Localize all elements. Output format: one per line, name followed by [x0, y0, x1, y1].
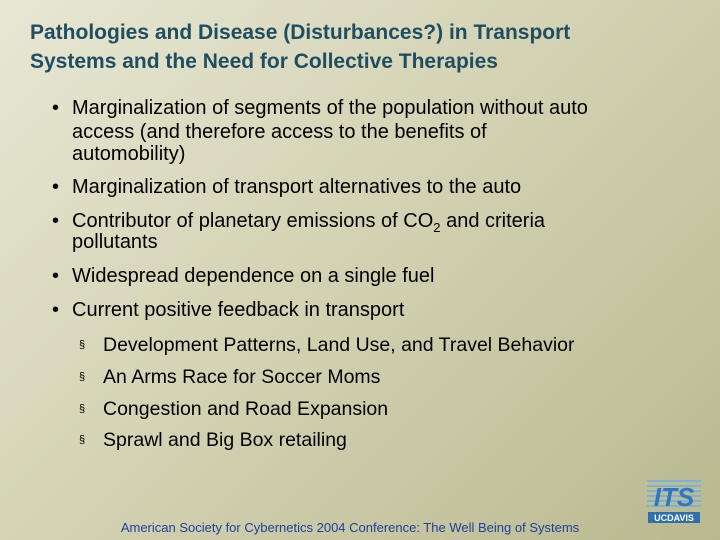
bullet-1-line-2: access (and therefore access to the benefits of [72, 121, 487, 143]
subbullet-1: Development Patterns, Land Use, and Travel Behavior [103, 334, 575, 356]
subbullet-2: An Arms Race for Soccer Moms [103, 366, 381, 388]
subbullet-4: Sprawl and Big Box retailing [103, 429, 347, 451]
subbullet-3: Congestion and Road Expansion [103, 398, 389, 420]
bullet-marker: • [52, 176, 60, 198]
bullet-5-text: Current positive feedback in transport [72, 299, 405, 321]
subbullet-marker: § [79, 371, 86, 383]
bullet-1-line-1: Marginalization of segments of the population without auto [72, 97, 588, 119]
title-line-1: Pathologies and Disease (Disturbances?) in Transport [30, 21, 571, 44]
bullet-2-text: Marginalization of transport alternatives to the auto [72, 176, 522, 198]
co2-before: Contributor of planetary emissions of CO [72, 210, 434, 232]
title-line-2: Systems and the Need for Collective Therapies [30, 50, 498, 73]
bullet-marker: • [52, 265, 60, 287]
co2-after: and criteria [440, 210, 546, 232]
subbullet-marker: § [79, 403, 86, 415]
bullet-3-line-1 [72, 210, 546, 235]
subbullet-marker: § [79, 339, 86, 351]
logo-ucdavis-text: UCDAVIS [654, 513, 694, 523]
footer-text: American Society for Cybernetics 2004 Conference: The Well Being of Systems [120, 520, 580, 535]
subbullet-marker: § [79, 434, 86, 446]
its-ucdavis-logo [646, 476, 702, 528]
bullet-marker: • [52, 97, 60, 119]
bullet-marker: • [52, 210, 60, 232]
co2-subscript: 2 [433, 220, 441, 235]
bullet-marker: • [52, 299, 60, 321]
logo-its-text: ITS [653, 482, 695, 512]
bullet-4-text: Widespread dependence on a single fuel [72, 265, 435, 287]
bullet-1-line-3: automobility) [72, 143, 186, 165]
slide-title [30, 18, 690, 76]
bullet-3-line-2: pollutants [72, 231, 158, 253]
